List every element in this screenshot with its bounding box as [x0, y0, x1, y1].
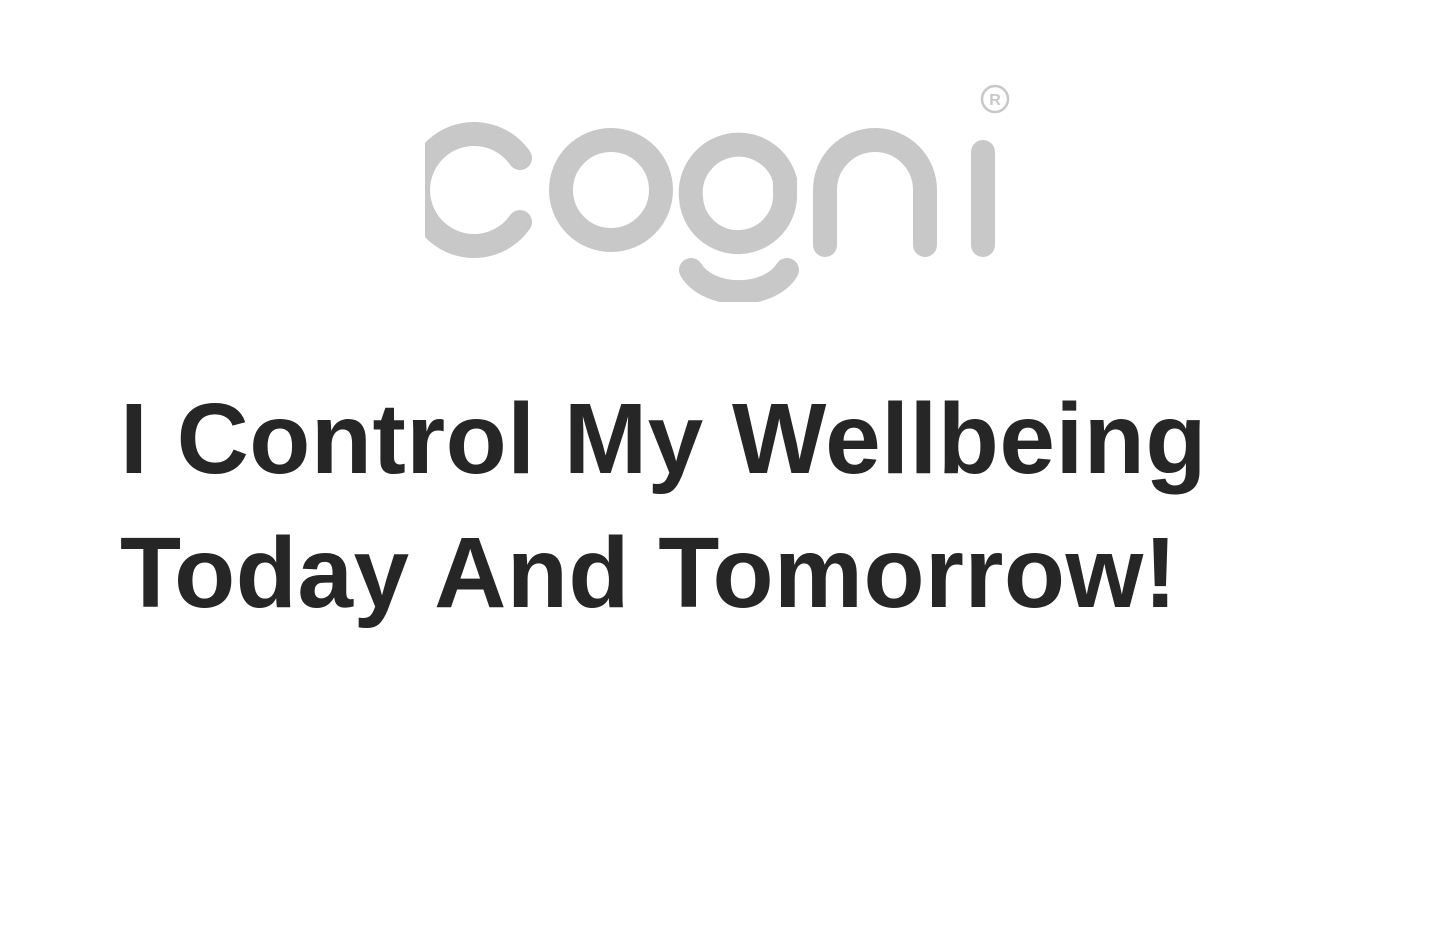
cogni-logo — [425, 80, 1025, 310]
welcome-headline — [120, 372, 1340, 640]
svg-text:R: R — [989, 92, 1001, 109]
headline-line-2: Today And Tomorrow! — [120, 517, 1178, 629]
headline-line-1: I Control My Wellbeing — [120, 383, 1207, 495]
